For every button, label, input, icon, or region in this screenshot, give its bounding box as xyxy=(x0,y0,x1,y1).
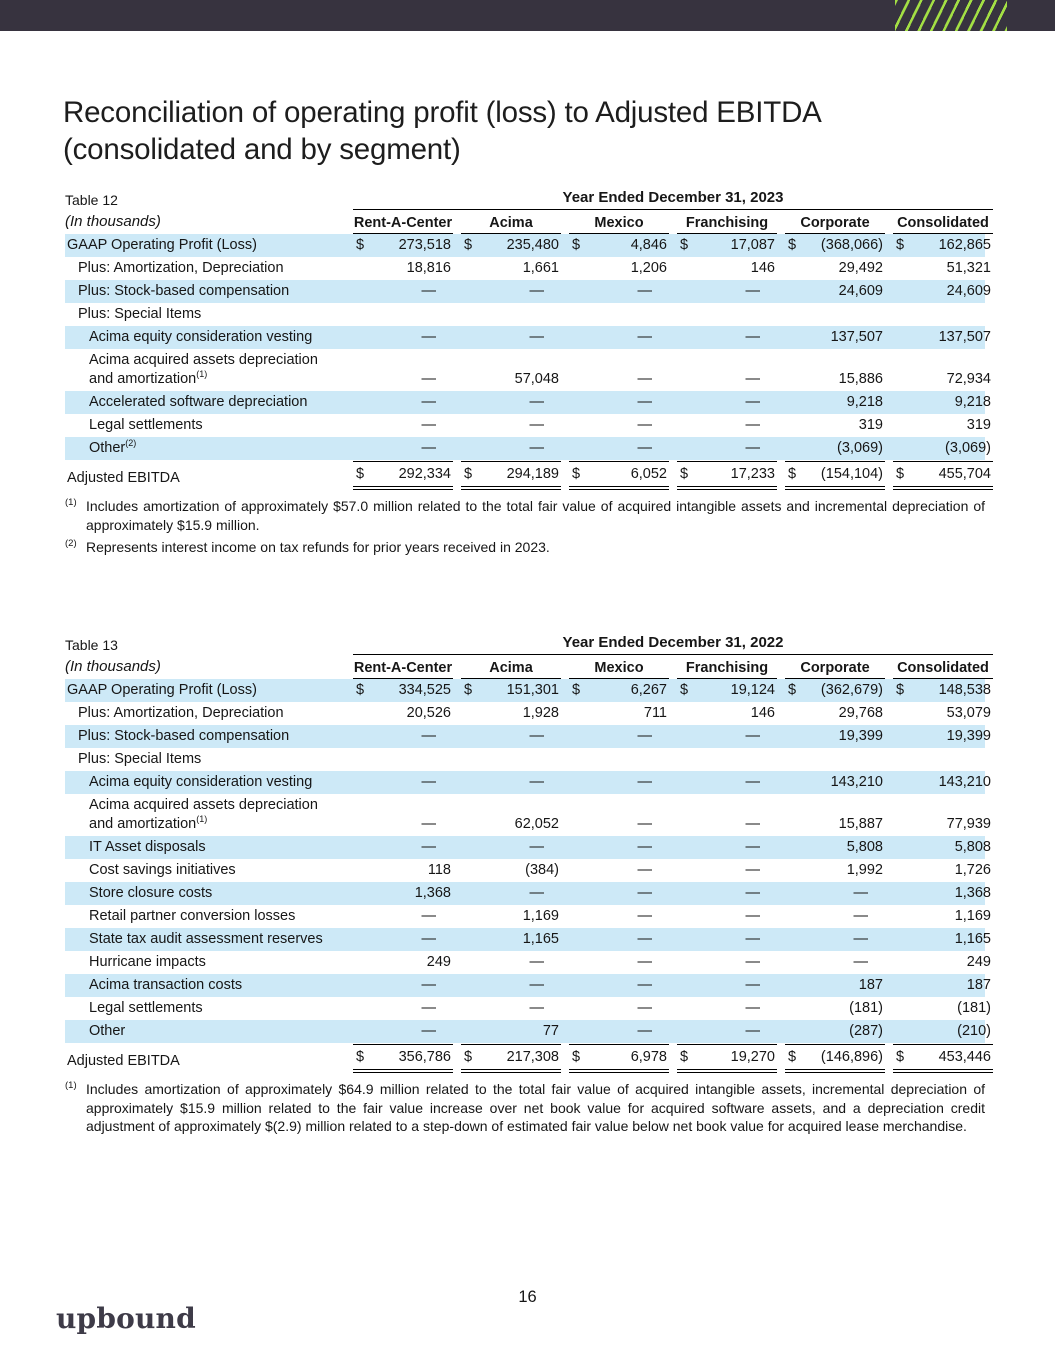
cell-value: (3,069) xyxy=(945,440,991,456)
cell-value: 18,816 xyxy=(406,260,451,276)
table-row xyxy=(65,859,991,882)
cell-value: 1,169 xyxy=(954,908,991,924)
cell-value: — xyxy=(745,931,760,947)
cell-value: — xyxy=(529,440,544,456)
table-row xyxy=(65,303,985,326)
dollar-sign: $ xyxy=(464,1049,473,1065)
cell-value: — xyxy=(637,1000,652,1016)
dollar-sign: $ xyxy=(572,237,581,253)
column-header-row xyxy=(65,657,989,679)
table-row xyxy=(65,997,991,1020)
page-number: 16 xyxy=(518,1288,537,1306)
cell-value: 62,052 xyxy=(514,816,559,832)
cell-value: 1,206 xyxy=(630,260,667,276)
cell-value: 29,492 xyxy=(838,260,883,276)
column-header: Consolidated xyxy=(893,657,993,679)
table-row xyxy=(65,461,991,490)
cell-value: $ 273,518 xyxy=(353,234,453,257)
footnote-marker: (1) xyxy=(65,1080,77,1091)
cell-value: 9,218 xyxy=(954,394,991,410)
cell-value: — xyxy=(529,1000,544,1016)
cell-value: — xyxy=(421,394,436,410)
cell-value: — xyxy=(421,1023,436,1039)
cell-value: — xyxy=(745,816,760,832)
cell-value: 319 xyxy=(966,417,991,433)
dollar-sign: $ xyxy=(572,1049,581,1065)
units-label: (In thousands) xyxy=(65,213,161,230)
cell-value: $ 17,233 xyxy=(677,461,777,490)
cell-value: — xyxy=(529,954,544,970)
cell-value: 19,399 xyxy=(838,728,883,744)
table-row xyxy=(65,905,991,928)
row-label: Accelerated software depreciation xyxy=(89,394,308,410)
cell-value: 319 xyxy=(858,417,883,433)
cell-value: — xyxy=(421,977,436,993)
footnote-text: Includes amortization of approximately $64.9 million related to the total fair value of acquired intangible assets, incremental depreciation of approximately $15.9 million related to the fair value increase over net book value for acquired software assets, and a depreciation credit adjustment of approximately $(2.9) million related to a step-down of estimated fair value below net book value for acquired lease merchandise. xyxy=(86,1081,985,1134)
cell-value: — xyxy=(637,908,652,924)
dollar-sign: $ xyxy=(896,1049,905,1065)
cell-value: — xyxy=(745,417,760,433)
cell-value: $ 17,087 xyxy=(677,234,777,257)
table-row xyxy=(65,702,991,725)
cell-value: 77 xyxy=(542,1023,559,1039)
cell-value: — xyxy=(745,371,760,387)
cell-value: 137,507 xyxy=(830,329,883,345)
cell-value: $ (368,066) xyxy=(785,234,885,257)
row-label: Acima transaction costs xyxy=(89,977,243,993)
row-label: Other$^{(2)}$ xyxy=(89,438,137,456)
dollar-sign: $ xyxy=(464,466,473,482)
cell-value: $ 6,978 xyxy=(569,1044,669,1073)
cell-value: — xyxy=(421,774,436,790)
cell-value: $ 356,786 xyxy=(353,1044,453,1073)
footnote-marker: (2) xyxy=(65,538,77,549)
cell-value: — xyxy=(421,839,436,855)
cell-value: 1,169 xyxy=(522,908,559,924)
cell-value: 118 xyxy=(427,862,451,878)
cell-value: 15,886 xyxy=(838,371,883,387)
cell-value: 77,939 xyxy=(946,816,991,832)
cell-value: — xyxy=(529,839,544,855)
dollar-sign: $ xyxy=(464,237,473,253)
diagonal-stripes-decoration xyxy=(895,0,1007,31)
row-label: Cost savings initiatives xyxy=(89,862,236,878)
table-row xyxy=(65,257,991,280)
column-header: Consolidated xyxy=(893,212,993,234)
dollar-sign: $ xyxy=(572,466,581,482)
cell-value: — xyxy=(745,728,760,744)
cell-value: — xyxy=(745,862,760,878)
dollar-sign: $ xyxy=(680,466,689,482)
cell-value: 5,808 xyxy=(846,839,883,855)
row-label: Plus: Special Items xyxy=(78,751,202,767)
footnote xyxy=(65,538,985,557)
cell-value: — xyxy=(529,417,544,433)
cell-value: — xyxy=(529,329,544,345)
cell-value: 1,928 xyxy=(522,705,559,721)
table-row xyxy=(65,234,991,257)
column-header: Rent-A-Center xyxy=(353,657,453,679)
cell-value: 187 xyxy=(858,977,883,993)
dollar-sign: $ xyxy=(788,682,797,698)
row-label: Other xyxy=(89,1023,126,1039)
cell-value: — xyxy=(745,329,760,345)
dollar-sign: $ xyxy=(788,237,797,253)
cell-value: $ (154,104) xyxy=(785,461,885,490)
cell-value: $ 334,525 xyxy=(353,679,453,702)
table-label: Table 12 xyxy=(65,192,118,208)
cell-value: — xyxy=(637,862,652,878)
footnote-ref: (1) xyxy=(196,369,208,380)
cell-value: — xyxy=(637,728,652,744)
page-title-line1: Reconciliation of operating profit (loss) to Adjusted EBITDA xyxy=(63,96,822,129)
table-row xyxy=(65,437,991,460)
cell-value: 143,210 xyxy=(830,774,883,790)
upbound-logo: upbound xyxy=(56,1302,196,1335)
dollar-sign: $ xyxy=(680,1049,689,1065)
table-row xyxy=(65,951,991,974)
column-header-row xyxy=(65,212,989,234)
cell-value: $ 235,480 xyxy=(461,234,561,257)
cell-value: — xyxy=(421,283,436,299)
dollar-sign: $ xyxy=(680,682,689,698)
cell-value: — xyxy=(637,283,652,299)
table-row xyxy=(65,725,991,748)
table-row xyxy=(65,794,991,836)
cell-value: — xyxy=(745,885,760,901)
page-title-line2: (consolidated and by segment) xyxy=(63,133,461,166)
cell-value: $ 292,334 xyxy=(353,461,453,490)
table-row xyxy=(65,280,991,303)
cell-value: — xyxy=(745,440,760,456)
table-row xyxy=(65,391,991,414)
table-label: Table 13 xyxy=(65,637,118,653)
cell-value: — xyxy=(637,839,652,855)
cell-value: 249 xyxy=(966,954,991,970)
cell-value: $ 6,267 xyxy=(569,679,669,702)
cell-value: 137,507 xyxy=(938,329,991,345)
cell-value: — xyxy=(421,908,436,924)
cell-value: — xyxy=(637,931,652,947)
column-header: Corporate xyxy=(785,657,885,679)
cell-value: 187 xyxy=(966,977,991,993)
row-label: State tax audit assessment reserves xyxy=(89,931,323,947)
cell-value: $ 455,704 xyxy=(893,461,993,490)
dollar-sign: $ xyxy=(572,682,581,698)
table-13-section xyxy=(65,633,991,1136)
cell-value: — xyxy=(637,977,652,993)
cell-value: $ 151,301 xyxy=(461,679,561,702)
footnote-ref: (1) xyxy=(196,814,208,825)
row-label: Plus: Stock-based compensation xyxy=(78,283,290,299)
page-title xyxy=(63,94,822,168)
table-12-section xyxy=(65,188,991,557)
table-row xyxy=(65,974,991,997)
cell-value: 51,321 xyxy=(946,260,991,276)
row-label: Adjusted EBITDA xyxy=(67,1053,180,1069)
row-label: Acima equity consideration vesting xyxy=(89,774,313,790)
cell-value: $ 19,270 xyxy=(677,1044,777,1073)
cell-value: — xyxy=(745,394,760,410)
cell-value: — xyxy=(745,839,760,855)
table-row xyxy=(65,836,991,859)
dollar-sign: $ xyxy=(788,466,797,482)
row-label: IT Asset disposals xyxy=(89,839,206,855)
cell-value: 1,165 xyxy=(522,931,559,947)
dollar-sign: $ xyxy=(356,1049,365,1065)
row-label: Plus: Special Items xyxy=(78,306,202,322)
cell-value: — xyxy=(637,394,652,410)
cell-value: — xyxy=(637,954,652,970)
cell-value: (181) xyxy=(849,1000,883,1016)
cell-value: — xyxy=(853,908,868,924)
cell-value: 53,079 xyxy=(946,705,991,721)
dollar-sign: $ xyxy=(896,237,905,253)
cell-value: — xyxy=(637,774,652,790)
cell-value: 24,609 xyxy=(838,283,883,299)
footnote xyxy=(65,1080,985,1136)
cell-value: 146 xyxy=(750,705,775,721)
cell-value: (181) xyxy=(957,1000,991,1016)
cell-value: 1,726 xyxy=(954,862,991,878)
cell-value: — xyxy=(421,417,436,433)
table-row xyxy=(65,928,991,951)
dollar-sign: $ xyxy=(356,682,365,698)
table-row xyxy=(65,414,991,437)
footnote-text: Represents interest income on tax refunds for prior years received in 2023. xyxy=(86,539,550,555)
column-header: Acima xyxy=(461,657,561,679)
column-header: Mexico xyxy=(569,657,669,679)
cell-value: — xyxy=(421,371,436,387)
table-header-row xyxy=(65,188,985,210)
column-header: Franchising xyxy=(677,657,777,679)
cell-value: $ (362,679) xyxy=(785,679,885,702)
cell-value: $ 217,308 xyxy=(461,1044,561,1073)
table-row xyxy=(65,349,991,391)
cell-value: 24,609 xyxy=(946,283,991,299)
cell-value: 72,934 xyxy=(946,371,991,387)
cell-value: — xyxy=(637,329,652,345)
table-row xyxy=(65,748,985,771)
cell-value: — xyxy=(745,1023,760,1039)
cell-value: 146 xyxy=(750,260,775,276)
cell-value: — xyxy=(529,885,544,901)
dollar-sign: $ xyxy=(896,466,905,482)
cell-value: 1,165 xyxy=(954,931,991,947)
cell-value: 1,368 xyxy=(954,885,991,901)
cell-value: $ 294,189 xyxy=(461,461,561,490)
cell-value: (384) xyxy=(525,862,559,878)
cell-value: 15,887 xyxy=(838,816,883,832)
cell-value: 1,661 xyxy=(522,260,559,276)
row-label: GAAP Operating Profit (Loss) xyxy=(67,237,257,253)
row-label: Plus: Amortization, Depreciation xyxy=(78,260,284,276)
row-label: Acima equity consideration vesting xyxy=(89,329,313,345)
cell-value: $ (146,896) xyxy=(785,1044,885,1073)
cell-value: — xyxy=(637,816,652,832)
row-label: Plus: Stock-based compensation xyxy=(78,728,290,744)
cell-value: — xyxy=(853,931,868,947)
cell-value: $ 4,846 xyxy=(569,234,669,257)
cell-value: — xyxy=(529,283,544,299)
cell-value: $ 453,446 xyxy=(893,1044,993,1073)
cell-value: — xyxy=(745,954,760,970)
cell-value: 9,218 xyxy=(846,394,883,410)
footnote-ref: (2) xyxy=(125,438,137,449)
dollar-sign: $ xyxy=(680,237,689,253)
cell-value: — xyxy=(529,977,544,993)
footnote xyxy=(65,497,985,534)
cell-value: 19,399 xyxy=(946,728,991,744)
row-label: Hurricane impacts xyxy=(89,954,206,970)
column-header: Rent-A-Center xyxy=(353,212,453,234)
dollar-sign: $ xyxy=(356,237,365,253)
cell-value: — xyxy=(529,774,544,790)
cell-value: — xyxy=(529,394,544,410)
cell-value: 57,048 xyxy=(514,371,559,387)
cell-value: 20,526 xyxy=(406,705,451,721)
cell-value: — xyxy=(421,1000,436,1016)
cell-value: — xyxy=(745,977,760,993)
cell-value: — xyxy=(637,1023,652,1039)
cell-value: $ 148,538 xyxy=(893,679,993,702)
footnote-marker: (1) xyxy=(65,497,77,508)
dollar-sign: $ xyxy=(896,682,905,698)
cell-value: — xyxy=(637,371,652,387)
dollar-sign: $ xyxy=(356,466,365,482)
units-label: (In thousands) xyxy=(65,658,161,675)
cell-value: 711 xyxy=(643,705,667,721)
row-label: Acima acquired assets depreciation and amortization$^{(1)}$ xyxy=(89,797,318,832)
cell-value: — xyxy=(745,774,760,790)
cell-value: $ 6,052 xyxy=(569,461,669,490)
cell-value: — xyxy=(853,954,868,970)
row-label: Plus: Amortization, Depreciation xyxy=(78,705,284,721)
cell-value: $ 19,124 xyxy=(677,679,777,702)
cell-value: — xyxy=(745,1000,760,1016)
dollar-sign: $ xyxy=(464,682,473,698)
cell-value: — xyxy=(637,417,652,433)
footnotes xyxy=(65,497,985,557)
cell-value: — xyxy=(529,728,544,744)
cell-value: 1,368 xyxy=(414,885,451,901)
column-header: Franchising xyxy=(677,212,777,234)
cell-value: $ 162,865 xyxy=(893,234,993,257)
period-header: Year Ended December 31, 2022 xyxy=(353,633,993,655)
table-row xyxy=(65,326,991,349)
column-header: Mexico xyxy=(569,212,669,234)
dollar-sign: $ xyxy=(788,1049,797,1065)
cell-value: — xyxy=(637,885,652,901)
cell-value: — xyxy=(745,908,760,924)
column-header: Corporate xyxy=(785,212,885,234)
cell-value: (3,069) xyxy=(837,440,883,456)
table-row xyxy=(65,771,991,794)
cell-value: — xyxy=(637,440,652,456)
table-row xyxy=(65,882,991,905)
cell-value: — xyxy=(421,931,436,947)
row-label: Legal settlements xyxy=(89,417,203,433)
table-row xyxy=(65,1044,991,1073)
cell-value: — xyxy=(421,816,436,832)
period-header: Year Ended December 31, 2023 xyxy=(353,188,993,210)
footnotes xyxy=(65,1080,985,1136)
cell-value: — xyxy=(421,440,436,456)
cell-value: — xyxy=(421,329,436,345)
cell-value: — xyxy=(853,885,868,901)
row-label: Store closure costs xyxy=(89,885,213,901)
cell-value: (287) xyxy=(849,1023,883,1039)
row-label: Retail partner conversion losses xyxy=(89,908,296,924)
cell-value: 249 xyxy=(426,954,451,970)
row-label: Legal settlements xyxy=(89,1000,203,1016)
table-row xyxy=(65,1020,991,1043)
cell-value: 1,992 xyxy=(846,862,883,878)
table-header-row xyxy=(65,633,985,655)
cell-value: 29,768 xyxy=(838,705,883,721)
row-label: Adjusted EBITDA xyxy=(67,470,180,486)
cell-value: (210) xyxy=(957,1023,991,1039)
top-bar xyxy=(0,0,1055,31)
footnote-text: Includes amortization of approximately $57.0 million related to the total fair value of acquired intangible assets and incremental depreciation of approximately $15.9 million. xyxy=(86,498,985,533)
column-header: Acima xyxy=(461,212,561,234)
cell-value: — xyxy=(421,728,436,744)
cell-value: 143,210 xyxy=(938,774,991,790)
row-label: Acima acquired assets depreciation and amortization$^{(1)}$ xyxy=(89,352,318,387)
table-row xyxy=(65,679,991,702)
row-label: GAAP Operating Profit (Loss) xyxy=(67,682,257,698)
cell-value: — xyxy=(745,283,760,299)
cell-value: 5,808 xyxy=(954,839,991,855)
